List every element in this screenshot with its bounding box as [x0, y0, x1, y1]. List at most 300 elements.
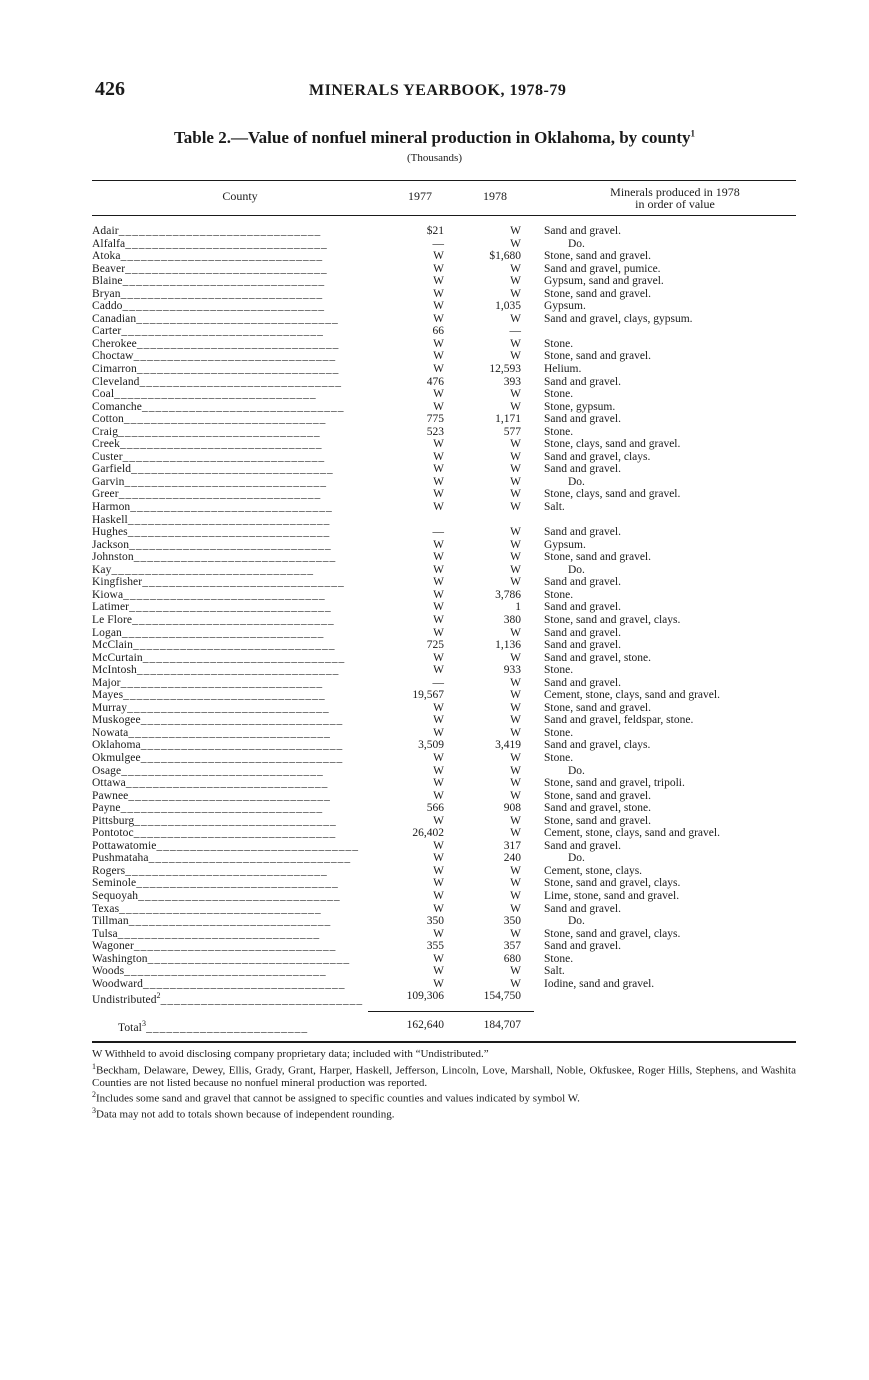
minerals-cell: Do.: [568, 563, 585, 576]
value-1978: W: [510, 777, 521, 790]
county-name: Muskogee: [92, 714, 141, 727]
minerals-cell: Stone, sand and gravel.: [544, 789, 651, 802]
leader-dots: ______________________________: [127, 701, 330, 714]
county-cell: [92, 802, 364, 814]
value-1977: 3,509: [418, 739, 444, 752]
value-1977: W: [433, 613, 444, 626]
value-1977: W: [433, 877, 444, 890]
county-name: Undistributed: [92, 994, 157, 1007]
total-label: [118, 1019, 364, 1034]
leader-dots: ______________________________: [122, 450, 326, 463]
minerals-cell: Stone, sand and gravel.: [544, 287, 651, 300]
value-1978: 1,136: [495, 639, 521, 652]
value-1977: W: [433, 275, 444, 288]
table-row: [92, 225, 802, 238]
county-cell: [92, 564, 364, 576]
value-1977: W: [433, 287, 444, 300]
table-row: [92, 790, 802, 803]
header-1977: 1977: [408, 189, 432, 203]
table-row: [92, 263, 802, 276]
county-cell: [92, 388, 364, 400]
county-name: McIntosh: [92, 664, 137, 677]
leader-dots: ______________________________: [123, 413, 327, 426]
county-name: Greer: [92, 488, 119, 501]
table-row: [92, 601, 802, 614]
table-row: [92, 689, 802, 702]
value-1978: 350: [503, 915, 521, 928]
county-cell: [92, 639, 364, 651]
minerals-cell: Stone, sand and gravel, clays.: [544, 877, 681, 890]
value-1977: W: [433, 726, 444, 739]
table-row: [92, 940, 802, 953]
county-name: Sequoyah: [92, 889, 139, 902]
value-1978: W: [510, 488, 521, 501]
leader-dots: ______________________________: [125, 864, 328, 877]
table-row: [92, 526, 802, 539]
county-cell: [92, 438, 364, 450]
minerals-cell: Stone, sand and gravel, tripoli.: [544, 777, 685, 790]
county-cell: [92, 325, 364, 337]
value-1977: W: [433, 312, 444, 325]
leader-dots: ______________________________: [129, 538, 332, 551]
county-cell: [92, 614, 364, 626]
leader-dots: ______________________________: [125, 777, 329, 790]
table-row: [92, 539, 802, 552]
county-cell: [92, 488, 364, 500]
leader-dots: ______________________________: [125, 262, 328, 275]
county-cell: [92, 965, 364, 977]
value-1977: W: [433, 250, 444, 263]
table-row: [92, 777, 802, 790]
footnote-3: [92, 1105, 796, 1121]
value-1977: W: [433, 363, 444, 376]
value-1977: 350: [426, 915, 444, 928]
minerals-cell: Stone.: [544, 588, 574, 601]
table-row: [92, 652, 802, 665]
value-1978: W: [510, 764, 521, 777]
county-cell: [92, 852, 364, 864]
county-cell: [92, 288, 364, 300]
leader-dots: ______________________________: [132, 613, 335, 626]
minerals-cell: Stone, sand and gravel.: [544, 250, 651, 263]
leader-dots: ______________________________: [141, 400, 345, 413]
leader-dots: ______________________________: [133, 551, 337, 564]
value-1978: 357: [503, 940, 521, 953]
county-name: Seminole: [92, 877, 137, 890]
minerals-cell: Sand and gravel.: [544, 413, 621, 426]
leader-dots: ______________________________: [119, 902, 322, 915]
table-row: [92, 702, 802, 715]
value-1978: W: [510, 463, 521, 476]
county-name: Cleveland: [92, 375, 140, 388]
value-1977: W: [433, 751, 444, 764]
minerals-cell: Sand and gravel, pumice.: [544, 262, 661, 275]
county-cell: [92, 225, 364, 237]
value-1978: W: [510, 350, 521, 363]
county-cell: [92, 238, 364, 250]
leader-dots: ______________________________: [147, 952, 351, 965]
leader-dots: ______________________________: [124, 475, 328, 488]
county-cell: [92, 652, 364, 664]
minerals-cell: Sand and gravel.: [544, 626, 621, 639]
minerals-cell: Sand and gravel.: [544, 601, 621, 614]
leader-dots: ______________________________: [120, 802, 324, 815]
value-1978: W: [510, 965, 521, 978]
value-1977: W: [433, 576, 444, 589]
minerals-cell: Sand and gravel.: [544, 375, 621, 388]
value-1978: W: [510, 977, 521, 990]
county-name: Logan: [92, 626, 122, 639]
total-1978: 184,707: [483, 1019, 521, 1031]
header-minerals-line1: Minerals produced in 1978: [610, 185, 740, 199]
leader-dots: ______________________________: [127, 513, 331, 526]
value-1977: W: [433, 488, 444, 501]
minerals-cell: Stone.: [544, 952, 574, 965]
county-cell: [92, 890, 364, 902]
county-name: Custer: [92, 450, 123, 463]
minerals-cell: Stone, sand and gravel.: [544, 551, 651, 564]
county-cell: [92, 363, 364, 375]
county-name: McClain: [92, 639, 133, 652]
county-cell: [92, 451, 364, 463]
value-1977: W: [433, 651, 444, 664]
minerals-cell: Lime, stone, sand and gravel.: [544, 889, 680, 902]
total-label-note: 3: [141, 1019, 147, 1028]
minerals-cell: Cement, stone, clays, sand and gravel.: [544, 689, 720, 702]
table-row: [92, 852, 802, 865]
county-name: Haskell: [92, 513, 128, 526]
county-name: Oklahoma: [92, 739, 141, 752]
leader-dots: ______________________________: [140, 714, 344, 727]
table-body: [92, 225, 802, 1007]
value-1977: W: [433, 714, 444, 727]
minerals-cell: Stone.: [544, 337, 574, 350]
value-1978: 680: [503, 952, 521, 965]
table-row: [92, 488, 802, 501]
leader-dots: ______________________________: [133, 350, 337, 363]
county-cell: [92, 501, 364, 513]
value-1977: W: [433, 664, 444, 677]
minerals-cell: Sand and gravel, clays.: [544, 450, 651, 463]
table-row: [92, 376, 802, 389]
county-name: Nowata: [92, 726, 129, 739]
value-1978: W: [510, 526, 521, 539]
county-name: Murray: [92, 701, 128, 714]
value-1978: W: [510, 400, 521, 413]
county-cell: [92, 915, 364, 927]
minerals-cell: Stone, gypsum.: [544, 400, 616, 413]
value-1978: 933: [503, 664, 521, 677]
value-1978: W: [510, 563, 521, 576]
footnotes: [92, 1048, 796, 1121]
county-name: Texas: [92, 902, 120, 915]
county-name: Atoka: [92, 250, 121, 263]
value-1978: W: [510, 501, 521, 514]
total-rule: [368, 1011, 534, 1012]
total-label-text: Total: [118, 1021, 142, 1034]
minerals-cell: Do.: [568, 475, 585, 488]
minerals-cell: Sand and gravel.: [544, 839, 621, 852]
county-cell: [92, 928, 364, 940]
county-cell: [92, 526, 364, 538]
county-name: Garfield: [92, 463, 132, 476]
county-name: Woodward: [92, 977, 143, 990]
minerals-cell: Stone, clays, sand and gravel.: [544, 438, 681, 451]
value-1977: W: [433, 777, 444, 790]
value-1978: 154,750: [483, 990, 521, 1003]
table-row: [92, 275, 802, 288]
minerals-cell: Stone, sand and gravel, clays.: [544, 613, 681, 626]
county-name: Ottawa: [92, 777, 126, 790]
minerals-cell: Do.: [568, 915, 585, 928]
county-cell: [92, 300, 364, 312]
value-1977: 19,567: [412, 689, 444, 702]
table-row: [92, 865, 802, 878]
county-cell: [92, 689, 364, 701]
county-name: Latimer: [92, 601, 130, 614]
value-1977: W: [433, 764, 444, 777]
county-cell: [92, 790, 364, 802]
table-title-text: Table 2.—Value of nonfuel mineral production in Oklahoma, by county: [173, 128, 691, 147]
table-row: [92, 476, 802, 489]
minerals-cell: Sand and gravel.: [544, 676, 621, 689]
value-1978: W: [510, 864, 521, 877]
leader-dots: ______________________________: [136, 337, 340, 350]
county-name: Tulsa: [92, 927, 118, 940]
minerals-cell: Iodine, sand and gravel.: [544, 977, 655, 990]
value-1978: W: [510, 714, 521, 727]
leader-dots: ______________________________: [122, 300, 326, 313]
header-minerals-line2: in order of value: [635, 197, 715, 211]
footnote-2: [92, 1089, 796, 1105]
value-1977: W: [433, 965, 444, 978]
leader-dots: ______________________________: [140, 751, 344, 764]
value-1978: W: [510, 927, 521, 940]
leader-dots: ______________________________: [121, 764, 324, 777]
leader-dots: ______________________________: [118, 488, 322, 501]
county-cell: [92, 275, 364, 287]
county-name: Cotton: [92, 413, 124, 426]
table-subtitle: (Thousands): [407, 152, 462, 164]
value-1978: 908: [503, 802, 521, 815]
leader-dots: ______________________________: [142, 651, 346, 664]
table-row: [92, 350, 802, 363]
value-1977: W: [433, 601, 444, 614]
county-name: Creek: [92, 438, 120, 451]
value-1977: W: [433, 902, 444, 915]
value-1977: W: [433, 501, 444, 514]
leader-dots: ______________________________: [142, 977, 346, 990]
county-cell: [92, 589, 364, 601]
value-1977: 109,306: [406, 990, 444, 1003]
table-row: [92, 915, 802, 928]
value-1977: W: [433, 701, 444, 714]
leader-dots: ______________________________: [142, 576, 345, 589]
value-1977: —: [432, 526, 444, 539]
county-name: Coal: [92, 388, 115, 401]
county-cell: [92, 739, 364, 751]
footnote-1-text: Beckham, Delaware, Dewey, Ellis, Grady, Grant, Harper, Haskell, Jefferson, Lincoln, Love, Marshall, Noble, Okfuskee, Roger Hills, Stephens, and Washita Counties are not listed because no nonfuel mineral production was reported.: [92, 1064, 796, 1089]
county-name: Pittsburg: [92, 814, 135, 827]
county-cell: [92, 463, 364, 475]
county-name: Kay: [92, 563, 112, 576]
county-name: Harmon: [92, 501, 131, 514]
county-name: Choctaw: [92, 350, 134, 363]
county-cell: [92, 551, 364, 563]
county-name: Canadian: [92, 312, 137, 325]
county-cell: [92, 877, 364, 889]
leader-dots: ______________________________: [120, 250, 324, 263]
value-1977: W: [433, 626, 444, 639]
minerals-cell: Gypsum.: [544, 538, 586, 551]
county-cell: [92, 627, 364, 639]
county-cell: [92, 827, 364, 839]
footnote-3-text: Data may not add to totals shown because of independent rounding.: [96, 1108, 395, 1121]
minerals-cell: Sand and gravel.: [544, 902, 621, 915]
value-1977: W: [433, 438, 444, 451]
leader-dots: ______________________________: [121, 325, 324, 338]
value-1977: W: [433, 450, 444, 463]
value-1977: 355: [426, 940, 444, 953]
value-1978: W: [510, 287, 521, 300]
county-name: Major: [92, 676, 121, 689]
leader-dots: ______________________________: [139, 375, 343, 388]
county-name: Comanche: [92, 400, 142, 413]
value-1978: W: [510, 751, 521, 764]
leader-dots: ______________________________: [114, 388, 317, 401]
minerals-cell: Sand and gravel, clays.: [544, 739, 651, 752]
leader-dots: ______________________________: [131, 463, 334, 476]
table-row: [92, 451, 802, 464]
leader-dots: ______________________________: [132, 639, 336, 652]
table-row: [92, 714, 802, 727]
county-cell: [92, 752, 364, 764]
value-1978: 577: [503, 425, 521, 438]
value-1977: 523: [426, 425, 444, 438]
table-row: [92, 589, 802, 602]
value-1978: W: [510, 701, 521, 714]
table-row: [92, 438, 802, 451]
minerals-cell: Stone, sand and gravel.: [544, 701, 651, 714]
county-cell: [92, 350, 364, 362]
value-1977: W: [433, 463, 444, 476]
county-name: Pontotoc: [92, 827, 134, 840]
minerals-cell: Cement, stone, clays, sand and gravel.: [544, 827, 720, 840]
value-1978: W: [510, 689, 521, 702]
value-1977: W: [433, 789, 444, 802]
table-row: [92, 877, 802, 890]
county-cell: [92, 840, 364, 852]
leader-dots: ______________________________: [140, 739, 344, 752]
table-row: [92, 827, 802, 840]
county-name: Kiowa: [92, 588, 124, 601]
minerals-cell: Stone.: [544, 425, 574, 438]
value-1977: 66: [432, 325, 444, 338]
value-1977: 775: [426, 413, 444, 426]
county-cell: [92, 953, 364, 965]
footnote-w: W Withheld to avoid disclosing company proprietary data; included with “Undistributed.”: [92, 1048, 489, 1060]
table-row: [92, 614, 802, 627]
value-1978: W: [510, 538, 521, 551]
county-name: Payne: [92, 802, 121, 815]
value-1977: W: [433, 927, 444, 940]
leader-dots: ______________________________: [136, 877, 339, 890]
value-1978: 1: [515, 601, 521, 614]
leader-dots: ______________________________: [156, 839, 359, 852]
value-1978: W: [510, 275, 521, 288]
table-row: [92, 401, 802, 414]
county-name: Tillman: [92, 915, 129, 928]
value-1977: W: [433, 350, 444, 363]
table-row: [92, 564, 802, 577]
leader-dots: ______________________________: [134, 814, 337, 827]
leader-dots: ______________________________: [118, 225, 322, 237]
minerals-cell: Salt.: [544, 965, 565, 978]
footnote-2-text: Includes some sand and gravel that cannot be assigned to specific counties and values indicated by symbol W.: [96, 1092, 580, 1105]
county-name: Jackson: [92, 538, 130, 551]
table-row: [92, 815, 802, 828]
minerals-cell: Sand and gravel.: [544, 639, 621, 652]
table-row: [92, 426, 802, 439]
table-row: [92, 765, 802, 778]
minerals-cell: Sand and gravel.: [544, 576, 621, 589]
county-name: Alfalfa: [92, 237, 126, 250]
leader-dots: ______________________________: [117, 927, 321, 940]
value-1977: W: [433, 551, 444, 564]
value-1978: 1,035: [495, 300, 521, 313]
value-1978: —: [509, 325, 521, 338]
leader-dots: ______________________________: [160, 994, 364, 1007]
value-1978: W: [510, 576, 521, 589]
value-1977: W: [433, 337, 444, 350]
leader-dots: ______________________________: [123, 689, 326, 702]
leader-dots: ______________________________: [125, 237, 328, 250]
county-cell: [92, 727, 364, 739]
minerals-cell: Stone.: [544, 664, 574, 677]
value-1977: W: [433, 475, 444, 488]
leader-dots: ________________________: [146, 1021, 309, 1034]
value-1977: W: [433, 889, 444, 902]
header-minerals: [560, 186, 790, 210]
table-row: [92, 388, 802, 401]
table-row: [92, 965, 802, 978]
value-1978: W: [510, 889, 521, 902]
leader-dots: ______________________________: [122, 275, 326, 288]
value-1977: —: [432, 237, 444, 250]
leader-dots: ______________________________: [119, 438, 323, 451]
county-name: Washington: [92, 952, 148, 965]
table-row: [92, 576, 802, 589]
county-name: Le Flore: [92, 613, 133, 626]
table-row: [92, 903, 802, 916]
value-1978: W: [510, 626, 521, 639]
total-row: [92, 1019, 802, 1033]
minerals-cell: Sand and gravel, stone.: [544, 802, 651, 815]
table-row: [92, 928, 802, 941]
table-row: [92, 413, 802, 426]
minerals-cell: Sand and gravel, clays, gypsum.: [544, 312, 693, 325]
value-1978: 3,786: [495, 588, 521, 601]
table-row: [92, 739, 802, 752]
county-cell: [92, 815, 364, 827]
county-name: Hughes: [92, 526, 128, 539]
table-row: [92, 802, 802, 815]
value-1978: W: [510, 814, 521, 827]
table-row: [92, 288, 802, 301]
table-row: [92, 752, 802, 765]
table-row: [92, 363, 802, 376]
county-name: Rogers: [92, 864, 126, 877]
